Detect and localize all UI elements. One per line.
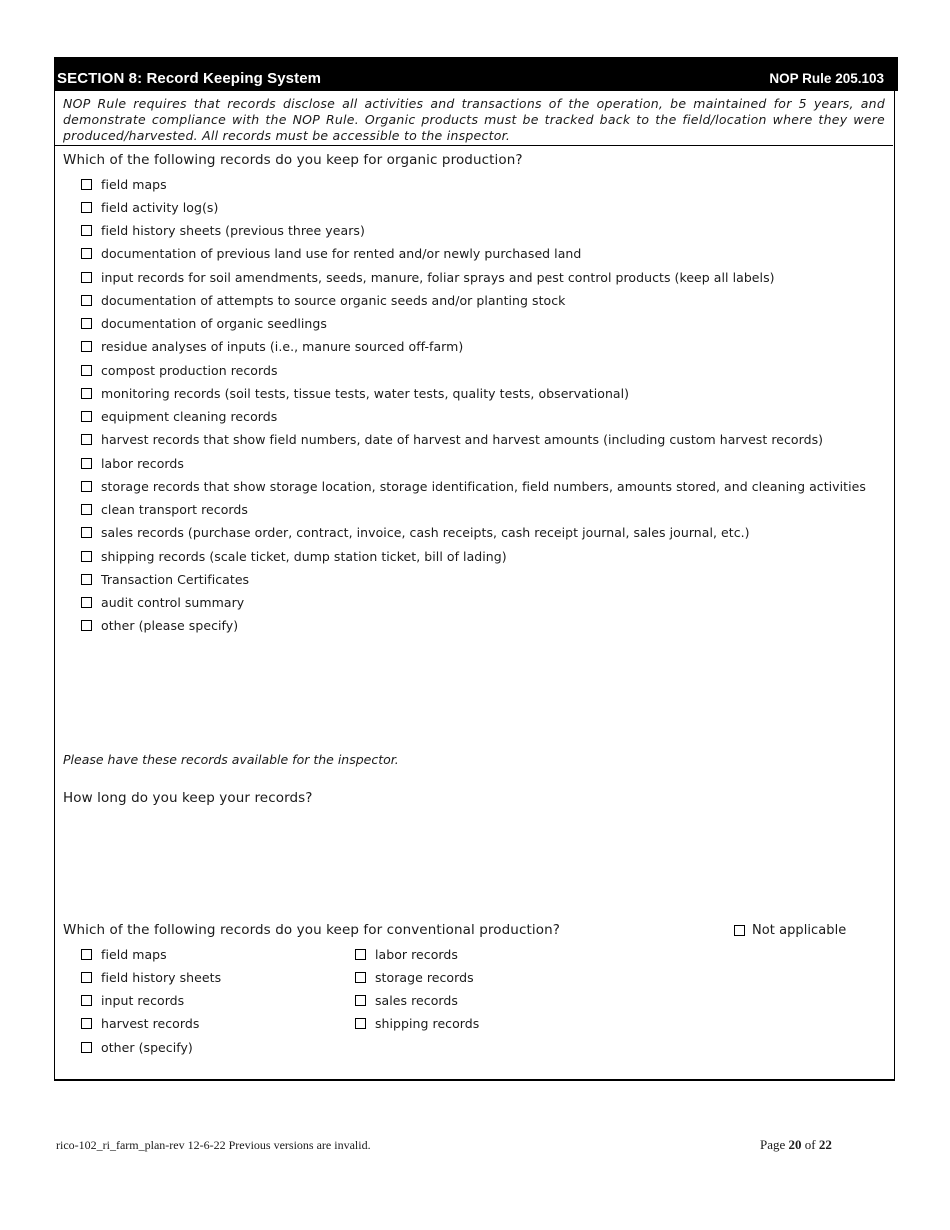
organic-record-option[interactable] [81,291,565,309]
organic-record-label: equipment cleaning records [101,409,278,424]
organic-record-option[interactable] [81,198,218,216]
organic-record-label: input records for soil amendments, seeds, manure, foliar sprays and pest control products (keep all labels) [101,269,775,285]
organic-record-label: field activity log(s) [101,199,219,215]
organic-record-label: field history sheets (previous three years) [101,223,365,238]
conventional-record-option[interactable] [81,1038,193,1056]
organic-record-checkbox[interactable] [81,318,92,329]
organic-record-label: field maps [101,176,167,192]
organic-record-label: documentation of attempts to source organic seeds and/or planting stock [101,292,566,308]
organic-record-option[interactable] [81,524,750,542]
conventional-record-checkbox[interactable] [81,1042,92,1053]
organic-record-option[interactable] [81,594,244,612]
conventional-record-checkbox[interactable] [355,972,366,983]
organic-record-checkbox[interactable] [81,574,92,585]
organic-record-checkbox[interactable] [81,597,92,608]
conventional-record-checkbox[interactable] [81,995,92,1006]
conventional-record-label: field maps [101,946,167,962]
organic-record-label: residue analyses of inputs (i.e., manure sourced off-farm) [101,339,464,355]
nop-rule-reference: NOP Rule 205.103 [769,71,884,86]
organic-record-checkbox[interactable] [81,620,92,631]
organic-record-checkbox[interactable] [81,551,92,562]
conventional-record-option[interactable] [355,968,474,986]
conventional-record-option[interactable] [81,968,221,986]
conventional-record-label: sales records [375,993,458,1008]
organic-record-option[interactable] [81,175,167,193]
organic-record-checkbox[interactable] [81,388,92,399]
conventional-record-option[interactable] [355,1015,479,1033]
organic-record-option[interactable] [81,570,249,588]
conventional-record-label: labor records [375,946,458,962]
page-total: 22 [818,1137,832,1152]
organic-record-option[interactable] [81,315,327,333]
organic-record-option[interactable] [81,361,278,379]
organic-question: Which of the following records do you keep for organic production? [63,152,523,168]
organic-record-label: documentation of organic seedlings [101,316,327,331]
conventional-record-label: field history sheets [101,969,222,985]
organic-record-checkbox[interactable] [81,225,92,236]
conventional-record-label: input records [101,993,185,1008]
conventional-record-option[interactable] [355,992,458,1010]
organic-record-checkbox[interactable] [81,434,92,445]
section-header [54,57,898,91]
page-current: 20 [788,1137,802,1152]
organic-record-label: shipping records (scale ticket, dump station ticket, bill of lading) [101,548,507,564]
organic-record-option[interactable] [81,268,775,286]
conventional-record-checkbox[interactable] [81,972,92,983]
organic-record-option[interactable] [81,547,507,565]
conventional-record-checkbox[interactable] [355,995,366,1006]
retention-question: How long do you keep your records? [63,790,313,806]
organic-record-option[interactable] [81,384,629,402]
conventional-record-option[interactable] [81,992,184,1010]
organic-record-label: compost production records [101,362,278,378]
organic-record-checkbox[interactable] [81,341,92,352]
intro-text: NOP Rule requires that records disclose all activities and transactions of the operation, be maintained for 5 years, and demonstrate compliance with the NOP Rule. Organic products must be tracked back to the field/location where they were produced/harvested. All records must be accessible to the inspector. [63,96,885,143]
section-title: SECTION 8: Record Keeping System [57,70,322,87]
conventional-record-label: shipping records [375,1016,480,1032]
organic-record-label: Transaction Certificates [101,571,250,587]
organic-record-label: other (please specify) [101,618,239,634]
conventional-question: Which of the following records do you keep for conventional production? [63,922,561,938]
organic-record-label: storage records that show storage location, storage identification, field numbers, amounts stored, and cleaning activities [101,478,866,494]
organic-record-checkbox[interactable] [81,272,92,283]
conventional-record-option[interactable] [81,945,167,963]
conventional-record-label: harvest records [101,1016,200,1032]
organic-record-option[interactable] [81,454,184,472]
organic-record-option[interactable] [81,617,238,635]
organic-record-checkbox[interactable] [81,458,92,469]
conventional-record-checkbox[interactable] [81,949,92,960]
organic-record-label: labor records [101,455,184,471]
conventional-record-checkbox[interactable] [355,1018,366,1029]
conventional-record-label: other (specify) [101,1039,193,1055]
conventional-record-option[interactable] [355,945,458,963]
organic-record-checkbox[interactable] [81,179,92,190]
frame-bottom-border [54,1079,895,1081]
organic-record-checkbox[interactable] [81,248,92,259]
organic-record-label: monitoring records (soil tests, tissue tests, water tests, quality tests, observational) [101,385,630,401]
footer-page-number [760,1137,832,1153]
organic-record-checkbox[interactable] [81,481,92,492]
organic-record-checkbox[interactable] [81,527,92,538]
intro-box [55,92,893,146]
not-applicable-label: Not applicable [752,922,847,938]
organic-record-option[interactable] [81,222,365,240]
organic-record-label: harvest records that show field numbers, date of harvest and harvest amounts (including custom harvest records) [101,432,824,448]
organic-record-option[interactable] [81,245,581,263]
organic-record-option[interactable] [81,408,277,426]
organic-record-checkbox[interactable] [81,202,92,213]
organic-record-label: documentation of previous land use for rented and/or newly purchased land [101,246,582,262]
page-word: Page [760,1137,786,1152]
organic-record-option[interactable] [81,501,248,519]
organic-record-label: audit control summary [101,595,245,610]
not-applicable-option[interactable] [734,921,846,939]
organic-record-option[interactable] [81,431,823,449]
conventional-record-checkbox[interactable] [355,949,366,960]
organic-record-checkbox[interactable] [81,504,92,515]
of-word: of [804,1137,816,1152]
organic-record-checkbox[interactable] [81,411,92,422]
organic-record-checkbox[interactable] [81,295,92,306]
organic-record-option[interactable] [81,338,463,356]
conventional-record-checkbox[interactable] [81,1018,92,1029]
conventional-record-option[interactable] [81,1015,199,1033]
conventional-record-label: storage records [375,969,474,985]
footer-doc-id: rico-102_ri_farm_plan-rev 12-6-22 Previous versions are invalid. [56,1138,371,1152]
organic-record-checkbox[interactable] [81,365,92,376]
inspector-note: Please have these records available for the inspector. [63,752,399,767]
organic-record-option[interactable] [81,477,866,495]
organic-record-label: clean transport records [101,502,248,517]
not-applicable-checkbox[interactable] [734,925,745,936]
organic-record-label: sales records (purchase order, contract, invoice, cash receipts, cash receipt journal, sales journal, etc.) [101,525,750,541]
